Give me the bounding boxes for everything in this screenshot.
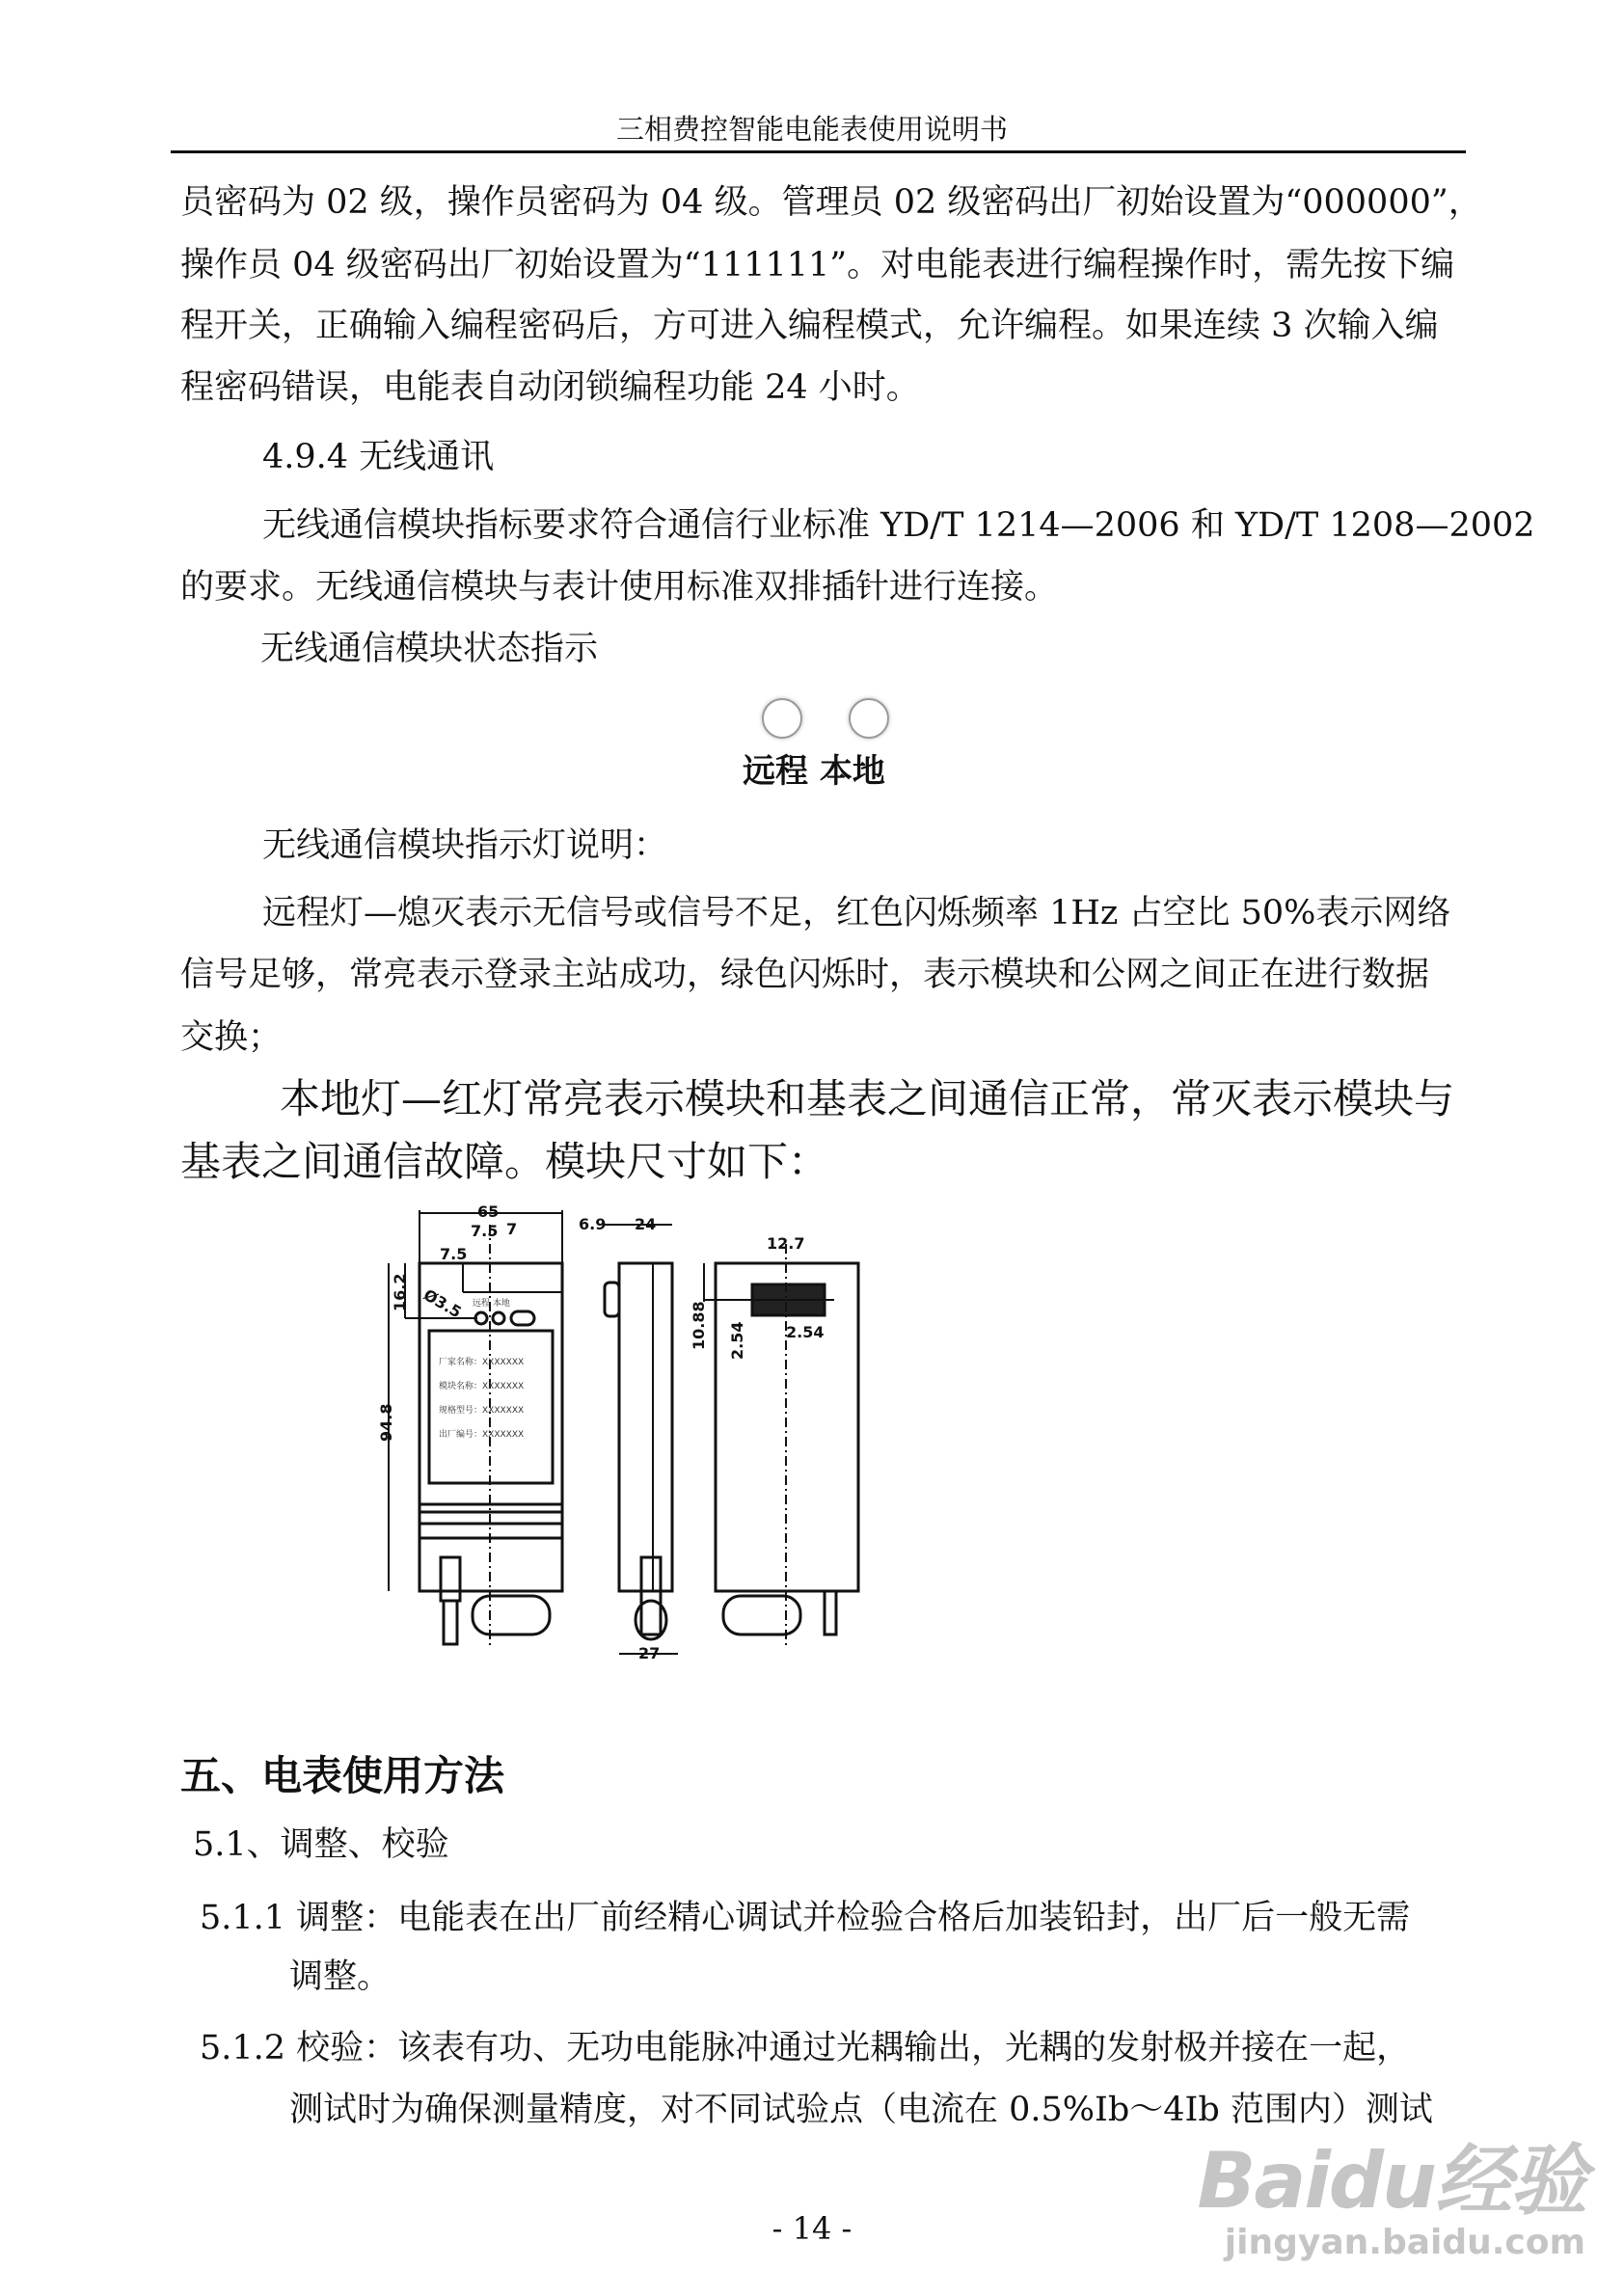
section-heading: 5.1、调整、校验 (193, 1825, 449, 1864)
paragraph-line: 程开关，正确输入编程密码后，方可进入编程模式，允许编程。如果连续 3 次输入编 (180, 307, 1439, 345)
dim-label: 65 (477, 1202, 500, 1221)
paragraph-line: 本地灯—红灯常亮表示模块和基表之间通信正常，常灭表示模块与 (280, 1075, 1455, 1122)
header-title: 三相费控智能电能表使用说明书 (615, 113, 1008, 146)
paragraph-line: 无线通信模块指标要求符合通信行业标准 YD/T 1214—2006 和 YD/T 1208—2002 (262, 506, 1535, 545)
section-heading: 4.9.4 无线通讯 (262, 438, 495, 476)
chapter-heading: 五、电表使用方法 (180, 1752, 505, 1799)
paragraph-line: 基表之间通信故障。模块尺寸如下： (180, 1138, 829, 1185)
dim-label: 7.5 (471, 1222, 499, 1240)
paragraph-line: 测试时为确保测量精度，对不同试验点（电流在 0.5%Ib～4Ib 范围内）测试 (289, 2091, 1433, 2129)
paragraph-line: 交换； (180, 1018, 283, 1057)
paragraph-line: 无线通信模块状态指示 (260, 630, 599, 668)
led-label: 远程 本地 (473, 1299, 510, 1309)
plate-line: 模块名称：XXXXXXX (439, 1382, 525, 1391)
dim-label: 24 (635, 1215, 657, 1233)
dim-label: 27 (638, 1644, 661, 1662)
page-number: - 14 - (771, 2210, 853, 2247)
dim-label: 2.54 (728, 1321, 746, 1360)
local-led-icon (849, 698, 889, 739)
paragraph-line: 无线通信模块指示灯说明： (262, 826, 668, 865)
dim-label: 7.5 (440, 1245, 468, 1263)
dim-label: 2.54 (786, 1323, 825, 1341)
dim-label: 6.9 (579, 1215, 607, 1233)
paragraph-line: 5.1.2 校验：该表有功、无功电能脉冲通过光耦输出，光耦的发射极并接在一起， (200, 2029, 1411, 2067)
header-divider (171, 150, 1466, 153)
paragraph-line: 操作员 04 级密码出厂初始设置为“111111”。对电能表进行编程操作时，需先按下编 (180, 246, 1455, 284)
plate-line: 规格型号：XXXXXXX (439, 1406, 525, 1416)
dim-label: 16.2 (391, 1273, 409, 1311)
dim-label: 7 (506, 1220, 518, 1238)
paragraph-line: 远程灯—熄灭表示无信号或信号不足，红色闪烁频率 1Hz 占空比 50%表示网络 (262, 894, 1451, 932)
watermark-url: jingyan.baidu.com (1224, 2223, 1585, 2262)
dim-label: 94.8 (377, 1403, 395, 1442)
plate-line: 出厂编号：XXXXXXX (439, 1430, 525, 1440)
paragraph-line: 5.1.1 调整：电能表在出厂前经精心调试并检验合格后加装铅封，出厂后一般无需 (200, 1899, 1411, 1937)
dim-label: 10.88 (690, 1301, 708, 1350)
plate-line: 厂家名称：XXXXXXX (439, 1358, 525, 1367)
dim-label: Ø3.5 (420, 1285, 465, 1322)
indicator-label: 远程 本地 (743, 752, 885, 791)
dim-label: 12.7 (767, 1234, 805, 1253)
module-dimension-diagram (377, 1202, 1205, 1755)
paragraph-line: 调整。 (289, 1958, 392, 1996)
remote-led-icon (762, 698, 802, 739)
paragraph-line: 的要求。无线通信模块与表计使用标准双排插针进行连接。 (180, 568, 1059, 607)
paragraph-line: 信号足够，常亮表示登录主站成功，绿色闪烁时，表示模块和公网之间正在进行数据 (180, 956, 1430, 994)
watermark-logo: Baidu经验 (1197, 2136, 1585, 2226)
paragraph-line: 员密码为 02 级，操作员密码为 04 级。管理员 02 级密码出厂初始设置为“000000”， (180, 183, 1482, 222)
paragraph-line: 程密码错误，电能表自动闭锁编程功能 24 小时。 (180, 368, 920, 407)
